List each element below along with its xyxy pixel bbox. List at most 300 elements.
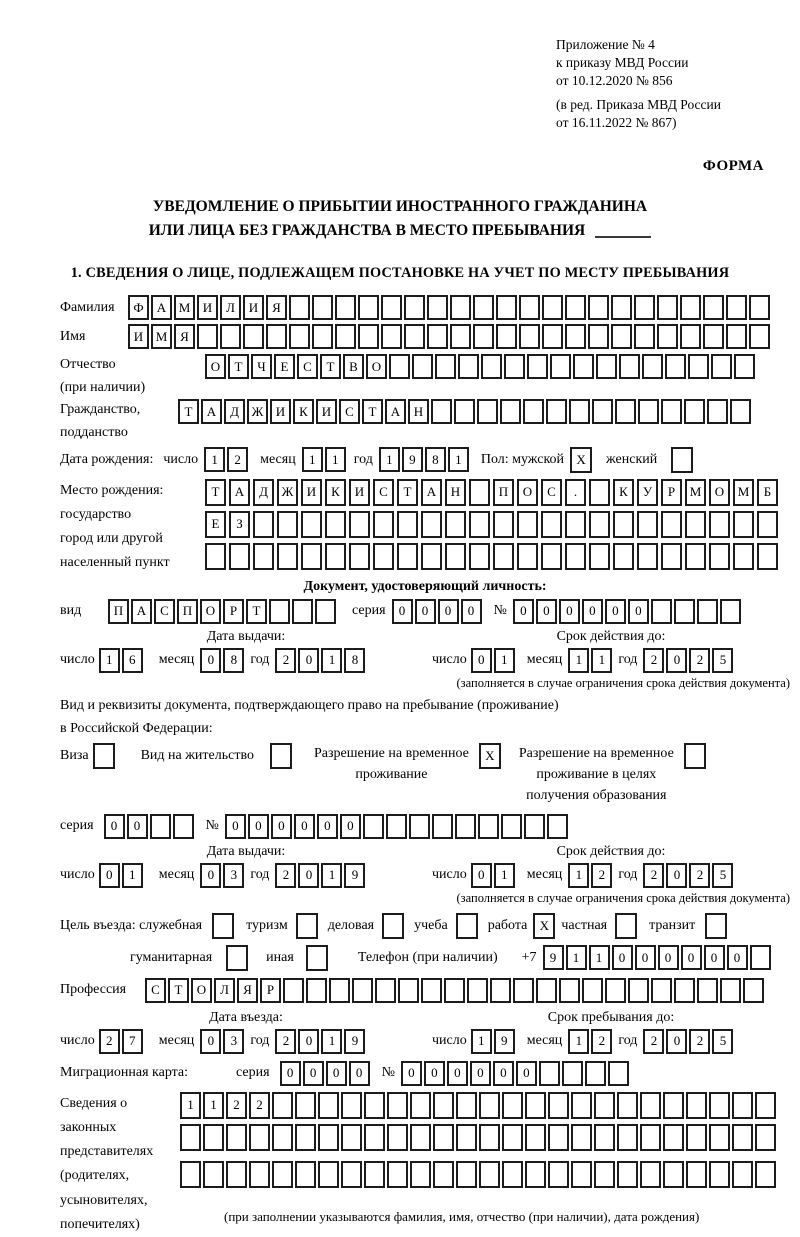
checkbox[interactable]	[684, 743, 706, 769]
char-cell[interactable]	[615, 399, 636, 424]
char-cell[interactable]	[617, 1161, 638, 1188]
char-cell[interactable]	[493, 511, 514, 538]
char-cell[interactable]: О	[191, 978, 212, 1003]
char-cell[interactable]: 9	[402, 447, 423, 472]
char-cell[interactable]	[404, 295, 425, 320]
char-cell[interactable]	[364, 1161, 385, 1188]
char-cell[interactable]: 1	[494, 648, 515, 673]
char-cell[interactable]	[703, 295, 724, 320]
char-cell[interactable]: 1	[122, 863, 143, 888]
char-cell[interactable]: Д	[224, 399, 245, 424]
char-cell[interactable]	[433, 1161, 454, 1188]
char-cell[interactable]	[318, 1161, 339, 1188]
checkbox[interactable]	[296, 913, 318, 939]
char-cell[interactable]	[594, 1092, 615, 1119]
char-cell[interactable]	[253, 543, 274, 570]
char-cell[interactable]: 7	[122, 1029, 143, 1054]
char-cell[interactable]	[493, 543, 514, 570]
char-cell[interactable]: Ч	[251, 354, 272, 379]
char-cell[interactable]: 0	[298, 648, 319, 673]
char-cell[interactable]	[398, 978, 419, 1003]
char-cell[interactable]: 1	[589, 945, 610, 970]
char-cell[interactable]: 2	[275, 1029, 296, 1054]
char-cell[interactable]	[318, 1124, 339, 1151]
char-cell[interactable]: 0	[681, 945, 702, 970]
char-cell[interactable]: Я	[174, 324, 195, 349]
char-cell[interactable]: 8	[344, 648, 365, 673]
char-cell[interactable]: С	[541, 479, 562, 506]
char-cell[interactable]	[386, 814, 407, 839]
char-cell[interactable]: 0	[127, 814, 148, 839]
char-cell[interactable]	[397, 511, 418, 538]
char-cell[interactable]: 0	[605, 599, 626, 624]
char-cell[interactable]	[373, 543, 394, 570]
char-cell[interactable]: А	[229, 479, 250, 506]
char-cell[interactable]: Т	[362, 399, 383, 424]
char-cell[interactable]	[730, 399, 751, 424]
char-cell[interactable]	[469, 543, 490, 570]
checkbox[interactable]	[93, 743, 115, 769]
char-cell[interactable]	[548, 1124, 569, 1151]
char-cell[interactable]	[709, 1092, 730, 1119]
char-cell[interactable]	[546, 399, 567, 424]
char-cell[interactable]: М	[174, 295, 195, 320]
char-cell[interactable]	[421, 511, 442, 538]
char-cell[interactable]	[651, 978, 672, 1003]
char-cell[interactable]	[456, 1124, 477, 1151]
char-cell[interactable]	[272, 1124, 293, 1151]
char-cell[interactable]	[295, 1124, 316, 1151]
char-cell[interactable]	[617, 1092, 638, 1119]
char-cell[interactable]	[445, 511, 466, 538]
char-cell[interactable]	[628, 978, 649, 1003]
char-cell[interactable]	[205, 543, 226, 570]
char-cell[interactable]	[663, 1124, 684, 1151]
char-cell[interactable]: 0	[349, 1061, 370, 1086]
char-cell[interactable]: 0	[666, 648, 687, 673]
checkbox[interactable]: X	[479, 743, 501, 769]
char-cell[interactable]	[684, 399, 705, 424]
char-cell[interactable]: 0	[612, 945, 633, 970]
char-cell[interactable]	[427, 295, 448, 320]
char-cell[interactable]: 0	[298, 1029, 319, 1054]
char-cell[interactable]: С	[297, 354, 318, 379]
char-cell[interactable]: И	[243, 295, 264, 320]
char-cell[interactable]	[594, 1124, 615, 1151]
char-cell[interactable]	[685, 543, 706, 570]
char-cell[interactable]: О	[517, 479, 538, 506]
char-cell[interactable]	[431, 399, 452, 424]
char-cell[interactable]	[410, 1161, 431, 1188]
char-cell[interactable]: 5	[712, 648, 733, 673]
char-cell[interactable]: 1	[321, 863, 342, 888]
char-cell[interactable]	[541, 511, 562, 538]
char-cell[interactable]: Т	[320, 354, 341, 379]
char-cell[interactable]	[500, 399, 521, 424]
char-cell[interactable]: 8	[425, 447, 446, 472]
char-cell[interactable]	[661, 511, 682, 538]
char-cell[interactable]: 0	[447, 1061, 468, 1086]
char-cell[interactable]: Л	[220, 295, 241, 320]
char-cell[interactable]: 0	[104, 814, 125, 839]
char-cell[interactable]	[315, 599, 336, 624]
char-cell[interactable]	[272, 1161, 293, 1188]
checkbox[interactable]	[212, 913, 234, 939]
char-cell[interactable]	[665, 354, 686, 379]
char-cell[interactable]	[349, 543, 370, 570]
char-cell[interactable]	[638, 399, 659, 424]
char-cell[interactable]	[605, 978, 626, 1003]
char-cell[interactable]	[477, 399, 498, 424]
char-cell[interactable]	[661, 399, 682, 424]
char-cell[interactable]: Н	[445, 479, 466, 506]
char-cell[interactable]	[547, 814, 568, 839]
char-cell[interactable]: Р	[260, 978, 281, 1003]
char-cell[interactable]	[524, 814, 545, 839]
char-cell[interactable]: Т	[246, 599, 267, 624]
char-cell[interactable]	[432, 814, 453, 839]
char-cell[interactable]	[513, 978, 534, 1003]
char-cell[interactable]	[711, 354, 732, 379]
char-cell[interactable]: 0	[704, 945, 725, 970]
char-cell[interactable]	[456, 1092, 477, 1119]
char-cell[interactable]	[180, 1161, 201, 1188]
char-cell[interactable]: А	[421, 479, 442, 506]
char-cell[interactable]	[686, 1124, 707, 1151]
char-cell[interactable]	[289, 324, 310, 349]
char-cell[interactable]	[410, 1124, 431, 1151]
char-cell[interactable]	[634, 324, 655, 349]
char-cell[interactable]: П	[108, 599, 129, 624]
char-cell[interactable]	[565, 295, 586, 320]
char-cell[interactable]: В	[343, 354, 364, 379]
char-cell[interactable]: Т	[228, 354, 249, 379]
char-cell[interactable]: И	[316, 399, 337, 424]
char-cell[interactable]: 1	[568, 648, 589, 673]
char-cell[interactable]	[397, 543, 418, 570]
char-cell[interactable]: 0	[415, 599, 436, 624]
char-cell[interactable]: 0	[438, 599, 459, 624]
char-cell[interactable]	[173, 814, 194, 839]
char-cell[interactable]	[504, 354, 525, 379]
char-cell[interactable]: С	[154, 599, 175, 624]
char-cell[interactable]	[733, 543, 754, 570]
char-cell[interactable]: 1	[180, 1092, 201, 1119]
char-cell[interactable]	[589, 511, 610, 538]
char-cell[interactable]: И	[197, 295, 218, 320]
char-cell[interactable]	[358, 295, 379, 320]
checkbox[interactable]	[615, 913, 637, 939]
char-cell[interactable]	[637, 511, 658, 538]
char-cell[interactable]	[661, 543, 682, 570]
char-cell[interactable]: 1	[568, 863, 589, 888]
char-cell[interactable]: Т	[397, 479, 418, 506]
char-cell[interactable]	[364, 1092, 385, 1119]
char-cell[interactable]: 2	[689, 863, 710, 888]
char-cell[interactable]	[283, 978, 304, 1003]
char-cell[interactable]	[467, 978, 488, 1003]
char-cell[interactable]	[272, 1092, 293, 1119]
char-cell[interactable]	[709, 1161, 730, 1188]
char-cell[interactable]	[412, 354, 433, 379]
char-cell[interactable]	[680, 324, 701, 349]
char-cell[interactable]	[651, 599, 672, 624]
char-cell[interactable]: П	[493, 479, 514, 506]
char-cell[interactable]	[502, 1124, 523, 1151]
char-cell[interactable]	[433, 1092, 454, 1119]
char-cell[interactable]: 0	[271, 814, 292, 839]
char-cell[interactable]	[525, 1161, 546, 1188]
char-cell[interactable]	[481, 354, 502, 379]
char-cell[interactable]	[703, 324, 724, 349]
char-cell[interactable]	[312, 295, 333, 320]
char-cell[interactable]	[709, 543, 730, 570]
char-cell[interactable]	[375, 978, 396, 1003]
char-cell[interactable]	[389, 354, 410, 379]
char-cell[interactable]	[733, 511, 754, 538]
char-cell[interactable]: З	[229, 511, 250, 538]
char-cell[interactable]: 2	[99, 1029, 120, 1054]
char-cell[interactable]	[674, 599, 695, 624]
char-cell[interactable]	[501, 814, 522, 839]
char-cell[interactable]	[496, 324, 517, 349]
char-cell[interactable]: Т	[178, 399, 199, 424]
char-cell[interactable]	[421, 978, 442, 1003]
char-cell[interactable]: 1	[321, 1029, 342, 1054]
char-cell[interactable]	[479, 1092, 500, 1119]
char-cell[interactable]: 0	[666, 1029, 687, 1054]
char-cell[interactable]	[757, 543, 778, 570]
char-cell[interactable]	[306, 978, 327, 1003]
char-cell[interactable]	[381, 295, 402, 320]
char-cell[interactable]: 5	[712, 863, 733, 888]
char-cell[interactable]	[473, 295, 494, 320]
char-cell[interactable]	[589, 543, 610, 570]
char-cell[interactable]	[757, 511, 778, 538]
char-cell[interactable]	[450, 295, 471, 320]
char-cell[interactable]: 2	[227, 447, 248, 472]
char-cell[interactable]: 9	[494, 1029, 515, 1054]
char-cell[interactable]	[657, 324, 678, 349]
char-cell[interactable]	[634, 295, 655, 320]
char-cell[interactable]	[341, 1092, 362, 1119]
char-cell[interactable]	[502, 1092, 523, 1119]
char-cell[interactable]	[749, 295, 770, 320]
char-cell[interactable]	[663, 1161, 684, 1188]
char-cell[interactable]: 1	[591, 648, 612, 673]
char-cell[interactable]	[387, 1161, 408, 1188]
char-cell[interactable]: 0	[727, 945, 748, 970]
char-cell[interactable]	[409, 814, 430, 839]
char-cell[interactable]	[585, 1061, 606, 1086]
char-cell[interactable]	[444, 978, 465, 1003]
char-cell[interactable]	[732, 1161, 753, 1188]
char-cell[interactable]: 0	[516, 1061, 537, 1086]
char-cell[interactable]	[548, 1092, 569, 1119]
char-cell[interactable]	[732, 1124, 753, 1151]
checkbox[interactable]	[382, 913, 404, 939]
char-cell[interactable]	[674, 978, 695, 1003]
char-cell[interactable]	[427, 324, 448, 349]
char-cell[interactable]	[539, 1061, 560, 1086]
char-cell[interactable]	[709, 1124, 730, 1151]
char-cell[interactable]: 6	[122, 648, 143, 673]
char-cell[interactable]	[680, 295, 701, 320]
char-cell[interactable]: О	[709, 479, 730, 506]
char-cell[interactable]: М	[733, 479, 754, 506]
char-cell[interactable]: 0	[303, 1061, 324, 1086]
char-cell[interactable]: 0	[536, 599, 557, 624]
char-cell[interactable]: 5	[712, 1029, 733, 1054]
char-cell[interactable]: Ф	[128, 295, 149, 320]
char-cell[interactable]	[197, 324, 218, 349]
char-cell[interactable]: П	[177, 599, 198, 624]
char-cell[interactable]: 0	[582, 599, 603, 624]
char-cell[interactable]	[289, 295, 310, 320]
checkbox[interactable]	[671, 447, 693, 473]
char-cell[interactable]	[335, 324, 356, 349]
char-cell[interactable]	[266, 324, 287, 349]
char-cell[interactable]	[611, 295, 632, 320]
char-cell[interactable]	[435, 354, 456, 379]
char-cell[interactable]	[454, 399, 475, 424]
char-cell[interactable]	[295, 1161, 316, 1188]
char-cell[interactable]	[592, 399, 613, 424]
char-cell[interactable]: 2	[249, 1092, 270, 1119]
char-cell[interactable]	[541, 543, 562, 570]
char-cell[interactable]	[325, 511, 346, 538]
checkbox[interactable]: X	[570, 447, 592, 473]
char-cell[interactable]	[697, 599, 718, 624]
char-cell[interactable]	[755, 1092, 776, 1119]
char-cell[interactable]: 0	[471, 863, 492, 888]
char-cell[interactable]: А	[131, 599, 152, 624]
char-cell[interactable]: 9	[543, 945, 564, 970]
char-cell[interactable]	[341, 1124, 362, 1151]
char-cell[interactable]	[611, 324, 632, 349]
char-cell[interactable]: Я	[266, 295, 287, 320]
char-cell[interactable]	[750, 945, 771, 970]
char-cell[interactable]	[619, 354, 640, 379]
char-cell[interactable]	[542, 324, 563, 349]
char-cell[interactable]: Т	[168, 978, 189, 1003]
char-cell[interactable]	[594, 1161, 615, 1188]
char-cell[interactable]	[519, 324, 540, 349]
char-cell[interactable]: Р	[223, 599, 244, 624]
char-cell[interactable]: 1	[325, 447, 346, 472]
char-cell[interactable]	[269, 599, 290, 624]
char-cell[interactable]: 0	[200, 648, 221, 673]
char-cell[interactable]	[341, 1161, 362, 1188]
char-cell[interactable]	[720, 599, 741, 624]
char-cell[interactable]: 9	[344, 863, 365, 888]
char-cell[interactable]	[479, 1124, 500, 1151]
char-cell[interactable]	[490, 978, 511, 1003]
char-cell[interactable]	[410, 1092, 431, 1119]
char-cell[interactable]	[588, 295, 609, 320]
char-cell[interactable]	[726, 295, 747, 320]
char-cell[interactable]	[642, 354, 663, 379]
char-cell[interactable]: С	[339, 399, 360, 424]
char-cell[interactable]: 0	[280, 1061, 301, 1086]
char-cell[interactable]	[749, 324, 770, 349]
char-cell[interactable]: 0	[340, 814, 361, 839]
char-cell[interactable]	[685, 511, 706, 538]
char-cell[interactable]: А	[201, 399, 222, 424]
char-cell[interactable]: 0	[326, 1061, 347, 1086]
char-cell[interactable]	[458, 354, 479, 379]
char-cell[interactable]	[734, 354, 755, 379]
char-cell[interactable]	[249, 1161, 270, 1188]
char-cell[interactable]	[253, 511, 274, 538]
char-cell[interactable]: 2	[643, 648, 664, 673]
char-cell[interactable]: 0	[493, 1061, 514, 1086]
char-cell[interactable]	[548, 1161, 569, 1188]
char-cell[interactable]: С	[373, 479, 394, 506]
char-cell[interactable]	[318, 1092, 339, 1119]
char-cell[interactable]	[312, 324, 333, 349]
char-cell[interactable]	[559, 978, 580, 1003]
char-cell[interactable]: Ж	[247, 399, 268, 424]
char-cell[interactable]: О	[200, 599, 221, 624]
char-cell[interactable]: 2	[275, 648, 296, 673]
char-cell[interactable]	[479, 1161, 500, 1188]
char-cell[interactable]	[387, 1092, 408, 1119]
char-cell[interactable]	[613, 543, 634, 570]
char-cell[interactable]: Д	[253, 479, 274, 506]
char-cell[interactable]	[686, 1092, 707, 1119]
char-cell[interactable]	[469, 479, 490, 506]
char-cell[interactable]	[404, 324, 425, 349]
char-cell[interactable]: И	[349, 479, 370, 506]
char-cell[interactable]	[588, 324, 609, 349]
char-cell[interactable]	[496, 295, 517, 320]
char-cell[interactable]	[387, 1124, 408, 1151]
char-cell[interactable]: Т	[205, 479, 226, 506]
char-cell[interactable]	[352, 978, 373, 1003]
char-cell[interactable]: 9	[344, 1029, 365, 1054]
char-cell[interactable]: 3	[223, 1029, 244, 1054]
char-cell[interactable]	[502, 1161, 523, 1188]
char-cell[interactable]	[707, 399, 728, 424]
char-cell[interactable]: 0	[317, 814, 338, 839]
char-cell[interactable]: Н	[408, 399, 429, 424]
char-cell[interactable]	[277, 543, 298, 570]
char-cell[interactable]: Ж	[277, 479, 298, 506]
char-cell[interactable]: 0	[401, 1061, 422, 1086]
char-cell[interactable]	[469, 511, 490, 538]
char-cell[interactable]: 0	[559, 599, 580, 624]
char-cell[interactable]: 2	[643, 863, 664, 888]
char-cell[interactable]: 8	[223, 648, 244, 673]
char-cell[interactable]	[364, 1124, 385, 1151]
char-cell[interactable]	[517, 511, 538, 538]
char-cell[interactable]: 1	[321, 648, 342, 673]
char-cell[interactable]	[478, 814, 499, 839]
char-cell[interactable]	[525, 1092, 546, 1119]
char-cell[interactable]: 0	[294, 814, 315, 839]
char-cell[interactable]: М	[151, 324, 172, 349]
char-cell[interactable]	[325, 543, 346, 570]
char-cell[interactable]	[755, 1161, 776, 1188]
char-cell[interactable]: 1	[471, 1029, 492, 1054]
char-cell[interactable]: У	[637, 479, 658, 506]
char-cell[interactable]: Б	[757, 479, 778, 506]
char-cell[interactable]: Л	[214, 978, 235, 1003]
char-cell[interactable]: И	[270, 399, 291, 424]
char-cell[interactable]	[421, 543, 442, 570]
char-cell[interactable]: К	[325, 479, 346, 506]
